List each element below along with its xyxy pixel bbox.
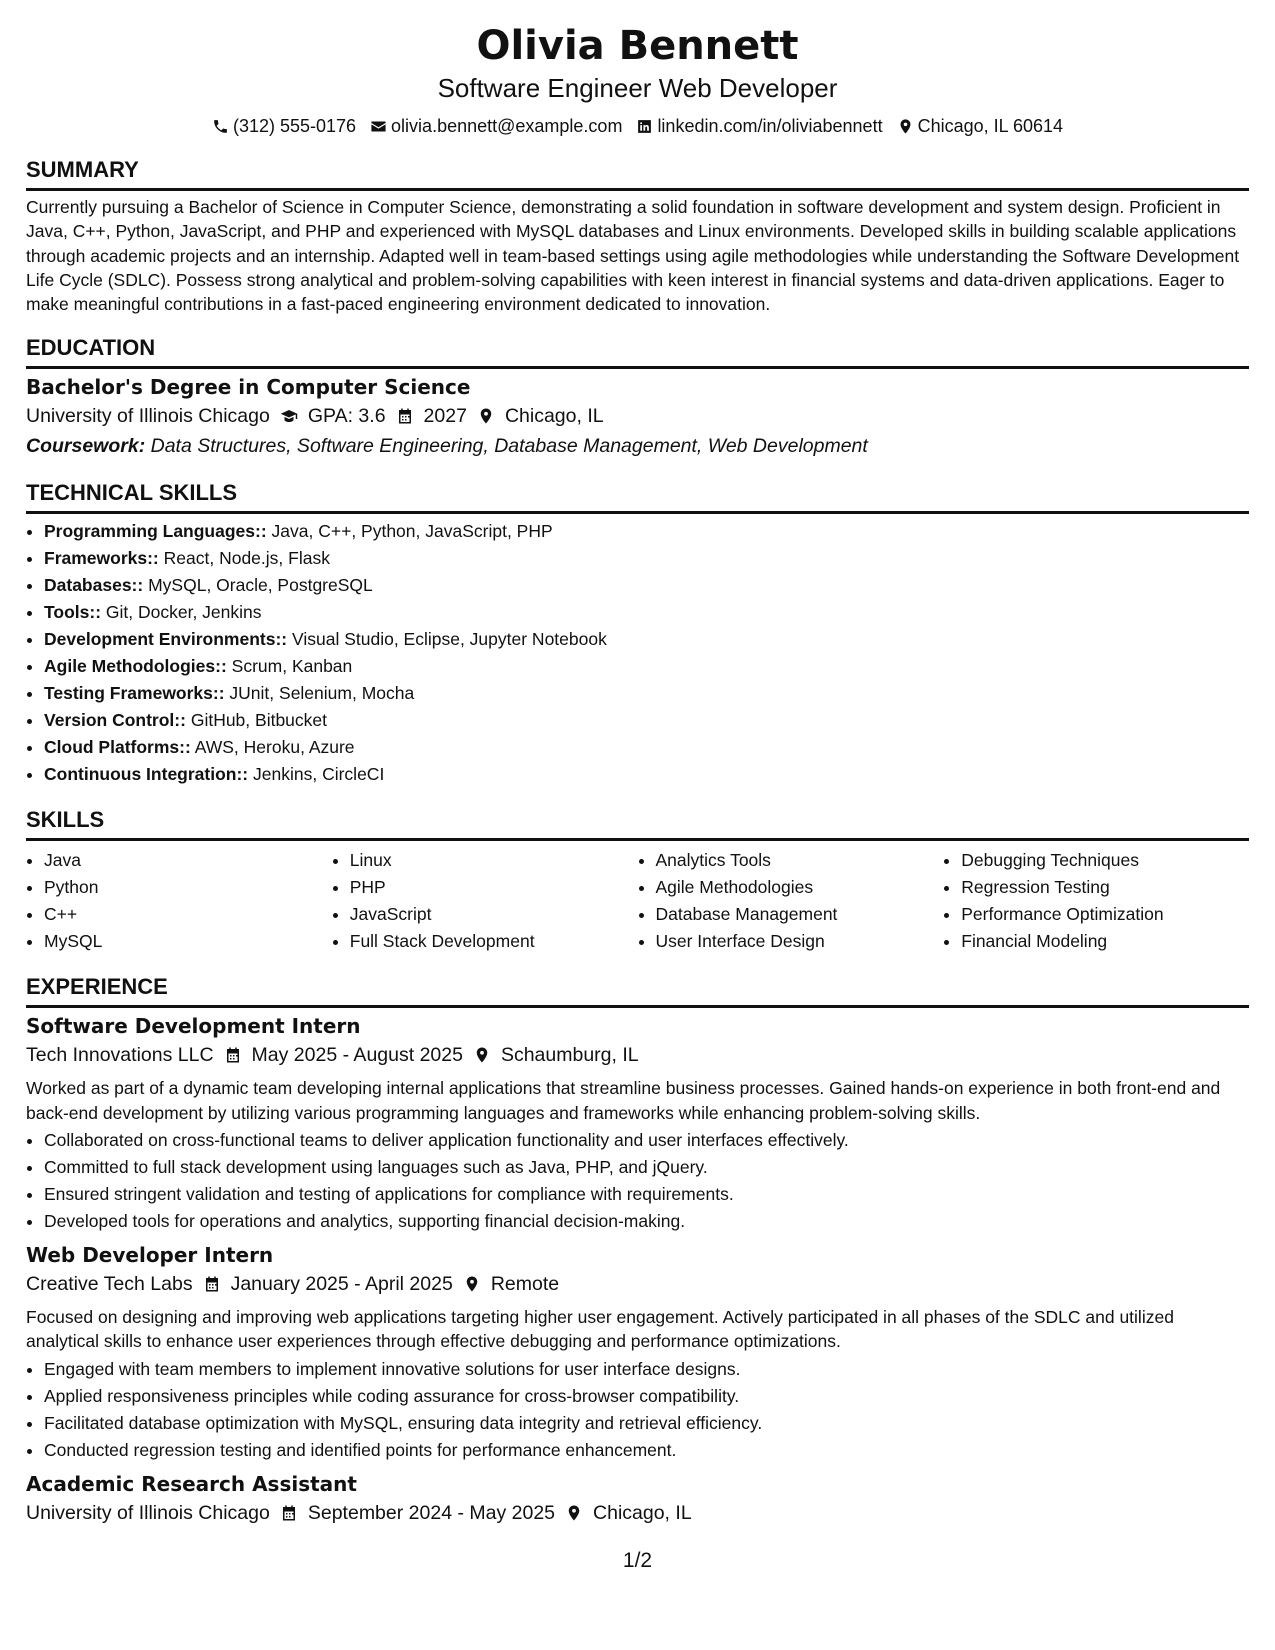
list-item: • Committed to full stack development using languages such as Java, PHP, and jQuery. bbox=[44, 1154, 1249, 1181]
list-item: • Analytics Tools bbox=[656, 847, 944, 874]
list-item: • JavaScript bbox=[350, 901, 638, 928]
job-title: Academic Research Assistant bbox=[26, 1471, 357, 1496]
envelope-icon bbox=[370, 118, 387, 135]
contact-phone-text: (312) 555-0176 bbox=[232, 116, 357, 136]
skill-label: Development Environments:: bbox=[44, 629, 288, 650]
page-number: 1/2 bbox=[622, 1549, 653, 1572]
job-bullets bbox=[26, 1356, 1249, 1464]
job-title: Web Developer Intern bbox=[26, 1243, 274, 1268]
skill-value: Visual Studio, Eclipse, Jupyter Notebook bbox=[291, 629, 607, 650]
skill-label: Programming Languages:: bbox=[44, 521, 267, 542]
skill-label: Agile Methodologies:: bbox=[44, 656, 227, 677]
education-location: Chicago, IL bbox=[504, 405, 604, 428]
list-item: • Developed tools for operations and analytics, supporting financial decision-making. bbox=[44, 1208, 1249, 1235]
skill-value: Java, C++, Python, JavaScript, PHP bbox=[271, 521, 553, 542]
skill-label: Frameworks:: bbox=[44, 548, 159, 569]
list-item bbox=[44, 680, 1249, 707]
job-meta bbox=[26, 1498, 1249, 1528]
company-name: Creative Tech Labs bbox=[26, 1273, 193, 1296]
skills-column-3 bbox=[638, 847, 944, 955]
list-item: • Database Management bbox=[656, 901, 944, 928]
contact-location-text: Chicago, IL 60614 bbox=[917, 116, 1064, 136]
experience-entry bbox=[26, 1470, 1249, 1528]
list-item bbox=[44, 761, 1249, 788]
list-item bbox=[44, 545, 1249, 572]
job-location: Remote bbox=[490, 1273, 560, 1296]
contact-location bbox=[897, 114, 1063, 138]
education-meta bbox=[26, 401, 1249, 431]
list-item: • Engaged with team members to implement innovative solutions for user interface designs. bbox=[44, 1356, 1249, 1383]
coursework-line bbox=[26, 431, 1249, 461]
candidate-headline: Software Engineer Web Developer bbox=[437, 73, 838, 103]
list-item: • User Interface Design bbox=[656, 928, 944, 955]
company-name: Tech Innovations LLC bbox=[26, 1044, 214, 1067]
skill-value: AWS, Heroku, Azure bbox=[194, 737, 355, 758]
contact-email[interactable] bbox=[370, 114, 622, 138]
list-item bbox=[44, 572, 1249, 599]
list-item bbox=[44, 653, 1249, 680]
company-name: University of Illinois Chicago bbox=[26, 1501, 270, 1524]
education-section bbox=[26, 334, 1249, 461]
skill-label: Tools:: bbox=[44, 602, 102, 623]
skills-columns bbox=[26, 845, 1249, 955]
map-pin-icon bbox=[473, 1046, 491, 1064]
job-meta bbox=[26, 1269, 1249, 1299]
job-meta bbox=[26, 1040, 1249, 1070]
experience-section bbox=[26, 973, 1249, 1527]
summary-section bbox=[26, 156, 1249, 316]
list-item: • Collaborated on cross-functional teams to deliver application functionality and user interfaces effectively. bbox=[44, 1127, 1249, 1154]
job-dates: May 2025 - August 2025 bbox=[251, 1044, 463, 1067]
technical-skills-heading: TECHNICAL SKILLS bbox=[26, 479, 1249, 514]
skill-value: GitHub, Bitbucket bbox=[190, 710, 327, 731]
skill-label: Cloud Platforms:: bbox=[44, 737, 191, 758]
list-item: • Ensured stringent validation and testing of applications for compliance with requirements. bbox=[44, 1181, 1249, 1208]
skills-column-4 bbox=[943, 847, 1249, 955]
summary-text: Currently pursuing a Bachelor of Science in Computer Science, demonstrating a solid foundation in software development and system design. Proficient in Java, C++, Python, JavaScript, and PHP and experienced with MySQL databases and Linux environments. Developed skills in building scalable applications through academic projects and an internship. Adapted well in team-based settings using agile methodologies while understanding the Software Development Life Cycle (SDLC). Possess strong analytical and problem-solving capabilities with keen interest in financial systems and data-driven applications. Eager to make meaningful contributions in a fast-paced engineering environment dedicated to innovation. bbox=[26, 197, 1240, 315]
job-description: Worked as part of a dynamic team developing internal applications that streamline business processes. Gained hands-on experience in both front-end and back-end development by utilizing various programming languages and frameworks while enhancing problem-solving skills. bbox=[26, 1078, 1221, 1123]
map-pin-icon bbox=[565, 1504, 583, 1522]
job-title: Software Development Intern bbox=[26, 1014, 361, 1039]
coursework-list: Data Structures, Software Engineering, Database Management, Web Development bbox=[150, 435, 868, 458]
skills-column-2 bbox=[332, 847, 638, 955]
skills-heading: SKILLS bbox=[26, 806, 1249, 841]
list-item: • Python bbox=[44, 874, 332, 901]
skill-value: Scrum, Kanban bbox=[231, 656, 353, 677]
map-pin-icon bbox=[463, 1275, 481, 1293]
contact-linkedin[interactable] bbox=[636, 114, 882, 138]
map-pin-icon bbox=[477, 407, 495, 425]
job-dates: September 2024 - May 2025 bbox=[307, 1501, 556, 1524]
map-pin-icon bbox=[897, 118, 914, 135]
skill-label: Version Control:: bbox=[44, 710, 186, 731]
graduation-cap-icon bbox=[280, 407, 298, 425]
skill-label: Databases:: bbox=[44, 575, 144, 596]
linkedin-icon bbox=[636, 118, 653, 135]
list-item: • Full Stack Development bbox=[350, 928, 638, 955]
list-item: • Regression Testing bbox=[961, 874, 1249, 901]
list-item: • Java bbox=[44, 847, 332, 874]
experience-entry bbox=[26, 1241, 1249, 1464]
job-description: Focused on designing and improving web applications targeting higher user engagement. Actively participated in all phases of the SDLC and utilized analytical skills to enhance user experiences through effective debugging and performance optimizations. bbox=[26, 1307, 1174, 1352]
contact-linkedin-text[interactable]: linkedin.com/in/oliviabennett bbox=[657, 116, 883, 136]
coursework-label: Coursework: bbox=[26, 435, 146, 458]
degree-title: Bachelor's Degree in Computer Science bbox=[26, 375, 471, 400]
school-name: University of Illinois Chicago bbox=[26, 405, 270, 428]
technical-skills-section bbox=[26, 479, 1249, 788]
list-item bbox=[44, 734, 1249, 761]
skill-value: JUnit, Selenium, Mocha bbox=[229, 683, 415, 704]
job-location: Chicago, IL bbox=[593, 1501, 692, 1524]
skill-label: Continuous Integration:: bbox=[44, 764, 249, 785]
list-item bbox=[44, 626, 1249, 653]
gpa-text: GPA: 3.6 bbox=[307, 405, 386, 428]
education-heading: EDUCATION bbox=[26, 334, 1249, 369]
calendar-icon bbox=[396, 407, 414, 425]
list-item: • C++ bbox=[44, 901, 332, 928]
job-bullets bbox=[26, 1127, 1249, 1235]
list-item: • MySQL bbox=[44, 928, 332, 955]
skills-column-1 bbox=[26, 847, 332, 955]
list-item: • Linux bbox=[350, 847, 638, 874]
skill-value: MySQL, Oracle, PostgreSQL bbox=[148, 575, 373, 596]
phone-icon bbox=[212, 118, 229, 135]
contact-phone bbox=[212, 114, 356, 138]
contact-email-text[interactable]: olivia.bennett@example.com bbox=[391, 116, 623, 136]
list-item: • Applied responsiveness principles while coding assurance for cross-browser compatibility. bbox=[44, 1383, 1249, 1410]
experience-heading: EXPERIENCE bbox=[26, 973, 1249, 1008]
calendar-icon bbox=[280, 1504, 298, 1522]
skill-value: Git, Docker, Jenkins bbox=[105, 602, 262, 623]
resume-page bbox=[26, 20, 1249, 1528]
list-item: • Conducted regression testing and identified points for performance enhancement. bbox=[44, 1437, 1249, 1464]
list-item bbox=[44, 707, 1249, 734]
list-item: • PHP bbox=[350, 874, 638, 901]
summary-heading: SUMMARY bbox=[26, 156, 1249, 191]
skill-label: Testing Frameworks:: bbox=[44, 683, 225, 704]
skill-value: Jenkins, CircleCI bbox=[253, 764, 385, 785]
candidate-name: Olivia Bennett bbox=[476, 23, 799, 69]
list-item bbox=[44, 599, 1249, 626]
job-location: Schaumburg, IL bbox=[500, 1044, 639, 1067]
list-item: • Agile Methodologies bbox=[656, 874, 944, 901]
skill-value: React, Node.js, Flask bbox=[163, 548, 330, 569]
calendar-icon bbox=[203, 1275, 221, 1293]
list-item: • Debugging Techniques bbox=[961, 847, 1249, 874]
calendar-icon bbox=[224, 1046, 242, 1064]
graduation-year: 2027 bbox=[423, 405, 467, 428]
contact-bar bbox=[26, 114, 1249, 138]
list-item: • Performance Optimization bbox=[961, 901, 1249, 928]
list-item: • Financial Modeling bbox=[961, 928, 1249, 955]
skills-section bbox=[26, 806, 1249, 955]
experience-entry bbox=[26, 1012, 1249, 1235]
technical-skills-list bbox=[26, 518, 1249, 788]
list-item: • Facilitated database optimization with MySQL, ensuring data integrity and retrieval efficiency. bbox=[44, 1410, 1249, 1437]
job-dates: January 2025 - April 2025 bbox=[230, 1273, 453, 1296]
list-item bbox=[44, 518, 1249, 545]
